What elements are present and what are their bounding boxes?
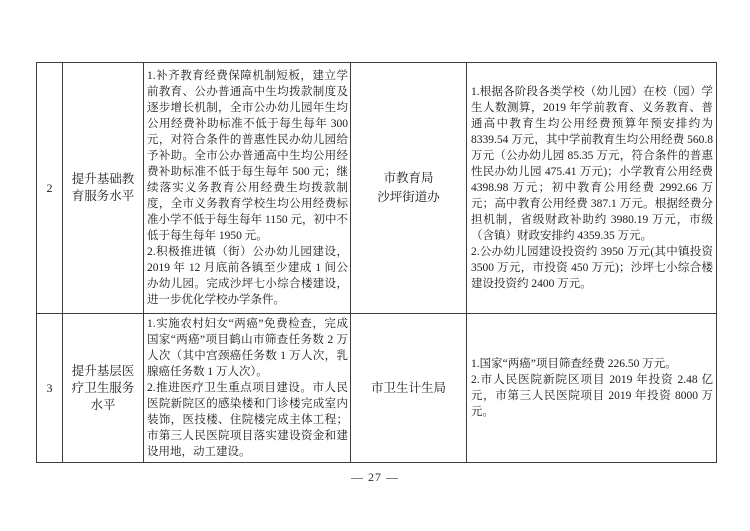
task-name: 提升基层医疗卫生服务水平 <box>71 363 135 412</box>
task-name: 提升基础教育服务水平 <box>71 172 135 203</box>
responsible-unit-cell <box>351 314 467 463</box>
task-content-item: 1.补齐教育经费保障机制短板，建立学前教育、公办普通高中生均拨款制度及逐步增长机制，全市公办幼儿园年生均公用经费补助标准不低于每生每年 300 元，对符合条件的普惠性民办幼儿园给予补助。全市公办普通高中生均公用经费补助标准不低于每生每年 500 元；继续落实义务教育公用经费生均拨款制度，全市义务教育学校生均公用经费标准小学不低于每生每年 1150 元，初中不低于每生每年 1950 元。 <box>147 70 348 242</box>
progress-item: 2.公办幼儿园建设投资约 3950 万元(其中镇投资 3500 万元，市投资 450 万元)；沙坪七小综合楼建设投资约 2400 万元。 <box>471 246 713 290</box>
table-row <box>37 63 717 314</box>
row-number: 2 <box>46 180 53 195</box>
row-number-cell <box>37 63 63 314</box>
progress-item: 1.国家“两癌”项目筛查经费 226.50 万元。 <box>471 358 677 370</box>
work-progress-table <box>36 62 717 463</box>
task-content-item: 2.推进医疗卫生重点项目建设。市人民医院新院区的感染楼和门诊楼完成室内装饰，医技楼、住院楼完成主体工程；市第三人民医院项目落实建设资金和建设用地，动工建设。 <box>147 382 348 458</box>
page-number: — 27 — <box>351 470 399 484</box>
task-content-cell <box>144 63 351 314</box>
progress-cell <box>467 63 717 314</box>
responsible-unit: 沙坪街道办 <box>377 190 440 204</box>
task-name-cell <box>63 314 144 463</box>
task-content-cell <box>144 314 351 463</box>
table-row <box>37 314 717 463</box>
responsible-unit-cell <box>351 63 467 314</box>
task-content-item: 2.积极推进镇（街）公办幼儿园建设，2019 年 12 月底前各镇至少建成 1 间公办幼儿园。完成沙坪七小综合楼建设，进一步优化学校办学条件。 <box>147 246 348 306</box>
progress-cell <box>467 314 717 463</box>
task-name-cell <box>63 63 144 314</box>
row-number-cell <box>37 314 63 463</box>
responsible-unit: 市卫生计生局 <box>370 380 446 395</box>
progress-item: 2.市人民医院新院区项目 2019 年投资 2.48 亿元，市第三人民医院项目 2019 年投资 8000 万元。 <box>471 374 713 418</box>
task-content-item: 1.实施农村妇女“两癌”免费检查，完成国家“两癌”项目鹤山市筛查任务数 2 万人次（其中宫颈癌任务数 1 万人次，乳腺癌任务数 1 万人次）。 <box>147 318 348 378</box>
row-number: 3 <box>46 380 53 395</box>
progress-item: 1.根据各阶段各类学校（幼儿园）在校（园）学生人数测算，2019 年学前教育、义务教育、普通高中教育生均公用经费预算年预安排约为 8339.54 万元，其中学前教育生均公用经费 560.8 万元（公办幼儿园 85.35 万元，符合条件的普惠性民办幼儿园 475.41 万元)；小学教育公用经费 4398.98 万元；初中教育公用经费 2992.66 万元；高中教育公用经费 387.1 万元。根据经费分担机制，省级财政补助约 3980.19 万元，市级（含镇）财政安排约 4359.35 万元。 <box>471 86 713 242</box>
responsible-unit: 市教育局 <box>383 171 434 185</box>
